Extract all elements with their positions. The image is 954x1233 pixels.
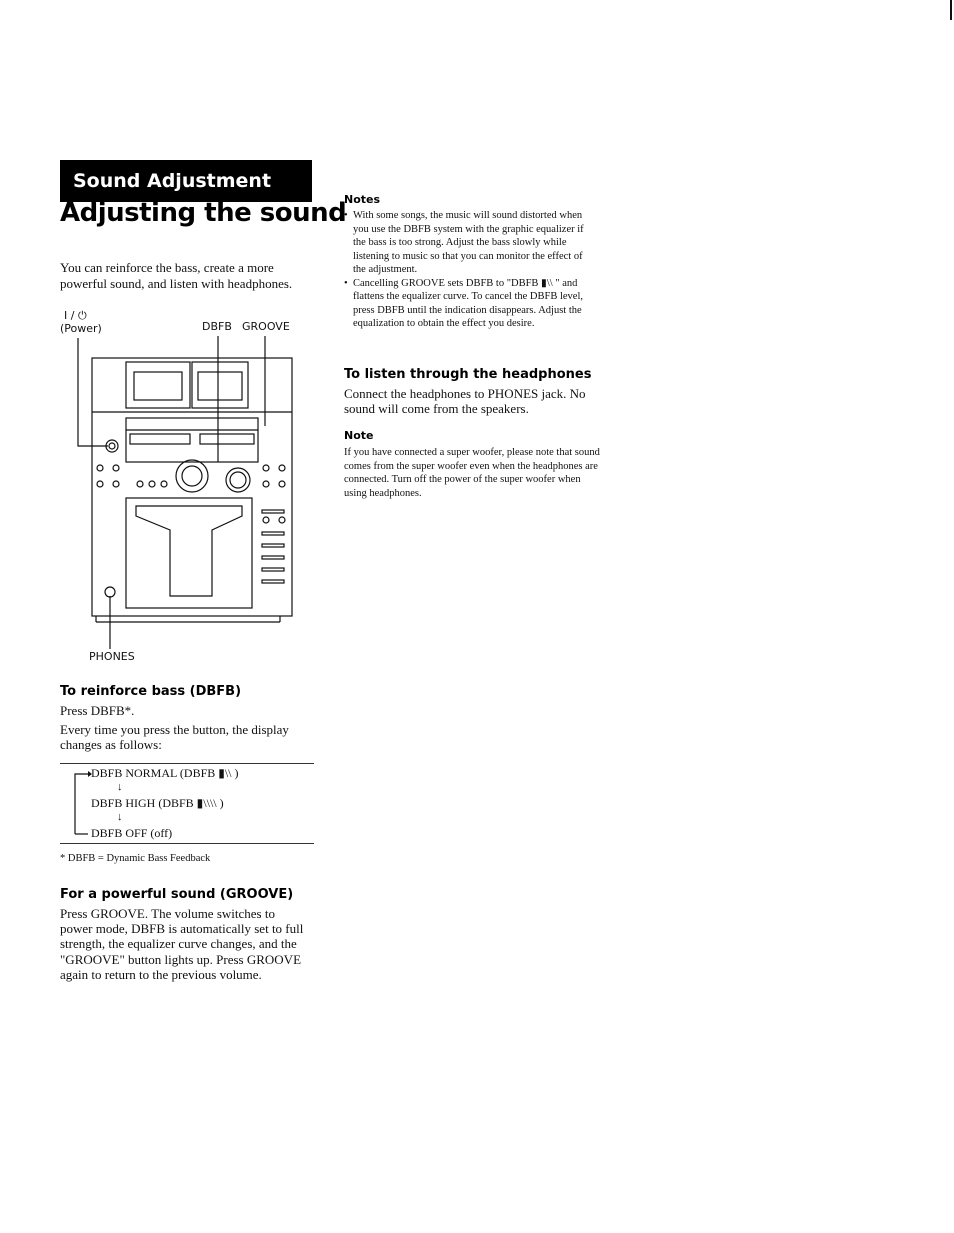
dbfb-footnote: * DBFB = Dynamic Bass Feedback xyxy=(60,853,211,864)
note-item: • Cancelling GROOVE sets DBFB to "DBFB ▮\\ " and flattens the equalizer curve. To cancel the DBFB level, press DBFB until the indication disappears. Adjust the equalization to obtain the effect you desire. xyxy=(344,277,592,331)
reinforce-bass-heading: To reinforce bass (DBFB) xyxy=(60,684,242,699)
reinforce-bass-step: Press DBFB*. xyxy=(60,703,135,718)
sequence-item-normal: DBFB NORMAL (DBFB ▮\\ ) xyxy=(91,766,239,780)
headphones-note-text: If you have connected a super woofer, please note that sound comes from the super woofer even when the headphones are connected. Turn off the power of the super woofer when using headphones. xyxy=(344,447,600,499)
notes-heading: Notes xyxy=(344,193,381,206)
headphones-heading: To listen through the headphones xyxy=(344,367,592,382)
sequence-top-rule xyxy=(60,763,314,764)
powerful-sound-heading: For a powerful sound (GROOVE) xyxy=(60,887,294,902)
sequence-arrow-1: ↓ xyxy=(117,781,123,793)
note-item: • With some songs, the music will sound distorted when you use the DBFB system with the graphic equalizer if the bass is too strong. Adjust the bass slowly while listening to music so that you can monitor the effect of the adjustment. xyxy=(344,209,592,277)
power-symbol: I / ⏻ xyxy=(64,309,87,322)
headphones-note-heading: Note xyxy=(344,429,374,442)
powerful-sound-text: Press GROOVE. The volume switches to power mode, DBFB is automatically set to full strength, the equalizer curve changes, and the "GROOVE" button lights up. Press GROOVE again to return to the previous volume. xyxy=(60,906,304,982)
phones-label: PHONES xyxy=(89,650,135,663)
page-title: Adjusting the sound xyxy=(60,198,347,228)
reinforce-bass-text: Every time you press the button, the display changes as follows: xyxy=(60,722,289,753)
groove-label: GROOVE xyxy=(242,320,290,333)
section-banner: Sound Adjustment xyxy=(60,160,312,202)
page-edge-mark xyxy=(950,0,952,20)
dbfb-label: DBFB xyxy=(202,320,232,333)
sequence-item-high: DBFB HIGH (DBFB ▮\\\\ ) xyxy=(91,796,224,810)
sequence-arrow-2: ↓ xyxy=(117,811,123,823)
sequence-item-off: DBFB OFF (off) xyxy=(91,826,173,840)
headphones-text: Connect the headphones to PHONES jack. No sound will come from the speakers. xyxy=(344,386,586,417)
stereo-system-illustration xyxy=(60,334,310,652)
intro-text: You can reinforce the bass, create a more powerful sound, and listen with headphones. xyxy=(60,260,293,291)
power-label: (Power) xyxy=(60,322,102,335)
notes-list xyxy=(344,209,592,331)
sequence-bottom-rule xyxy=(60,843,314,844)
sequence-loop-arrow xyxy=(72,766,92,838)
